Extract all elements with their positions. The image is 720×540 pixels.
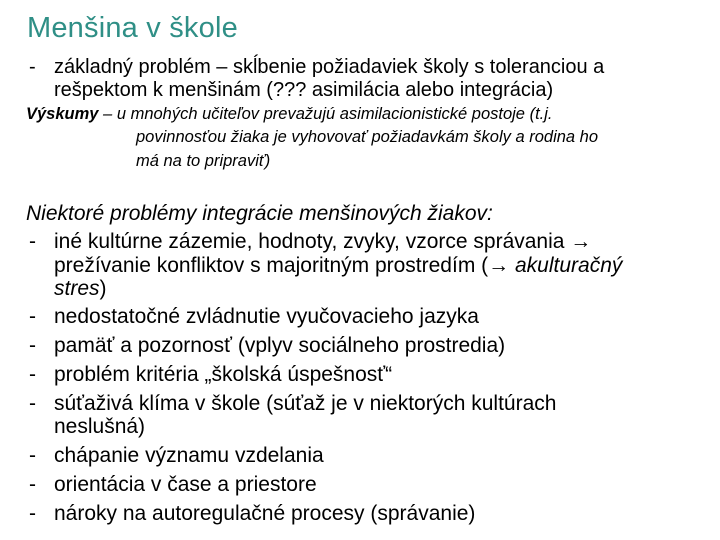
problem-item-4: problém kritéria „školská úspešnosť“: [54, 363, 393, 386]
intro-line-1: základný problém – skĺbenie požiadaviek školy s toleranciou a: [54, 56, 605, 78]
problem-item-5-line-2: neslušná): [54, 415, 146, 438]
bullet-dash: -: [29, 334, 36, 357]
bullet-dash: -: [29, 305, 36, 328]
research-line-3: má na to pripraviť): [136, 152, 271, 170]
bullet-dash: -: [29, 230, 36, 253]
research-line-1: [26, 105, 553, 124]
problem-item-5-line-1: súťaživá klíma v škole (súťaž je v niektorých kultúrach: [54, 392, 557, 415]
problem-item-1-emphasis-end: stres: [54, 277, 100, 300]
problem-item-7: orientácia v čase a priestore: [54, 473, 317, 496]
research-label: Výskumy: [26, 105, 99, 123]
problem-item-1-line-3: [54, 277, 107, 301]
research-text: – u mnohých učiteľov prevažujú asimilacionistické postoje (t.j.: [98, 105, 553, 123]
slide-title: Menšina v škole: [27, 12, 238, 44]
problem-item-6: chápanie významu vzdelania: [54, 444, 324, 467]
bullet-dash: -: [29, 363, 36, 386]
problem-item-2: nedostatočné zvládnutie vyučovacieho jazyka: [54, 305, 479, 328]
research-line-2: povinnosťou žiaka je vyhovovať požiadavkám školy a rodina ho: [136, 128, 599, 146]
problem-item-1-line-1: iné kultúrne zázemie, hodnoty, zvyky, vzorce správania →: [54, 230, 592, 253]
problem-item-1-text: prežívanie konfliktov s majoritným prostredím (→: [54, 254, 515, 277]
intro-line-2: rešpektom k menšinám (??? asimilácia alebo integrácia): [54, 79, 554, 101]
problem-item-3: pamäť a pozornosť (vplyv sociálneho prostredia): [54, 334, 506, 357]
bullet-dash: -: [29, 56, 36, 78]
problem-item-1-close: ): [99, 277, 107, 300]
bullet-dash: -: [29, 392, 36, 415]
bullet-dash: -: [29, 502, 36, 525]
problem-item-8: nároky na autoregulačné procesy (správanie): [54, 502, 476, 525]
problem-item-1-emphasis: akulturačný: [514, 254, 623, 277]
problem-item-1-line-2: [54, 254, 622, 278]
problems-heading: Niektoré problémy integrácie menšinových žiakov:: [26, 202, 493, 225]
bullet-dash: -: [29, 473, 36, 496]
bullet-dash: -: [29, 444, 36, 467]
